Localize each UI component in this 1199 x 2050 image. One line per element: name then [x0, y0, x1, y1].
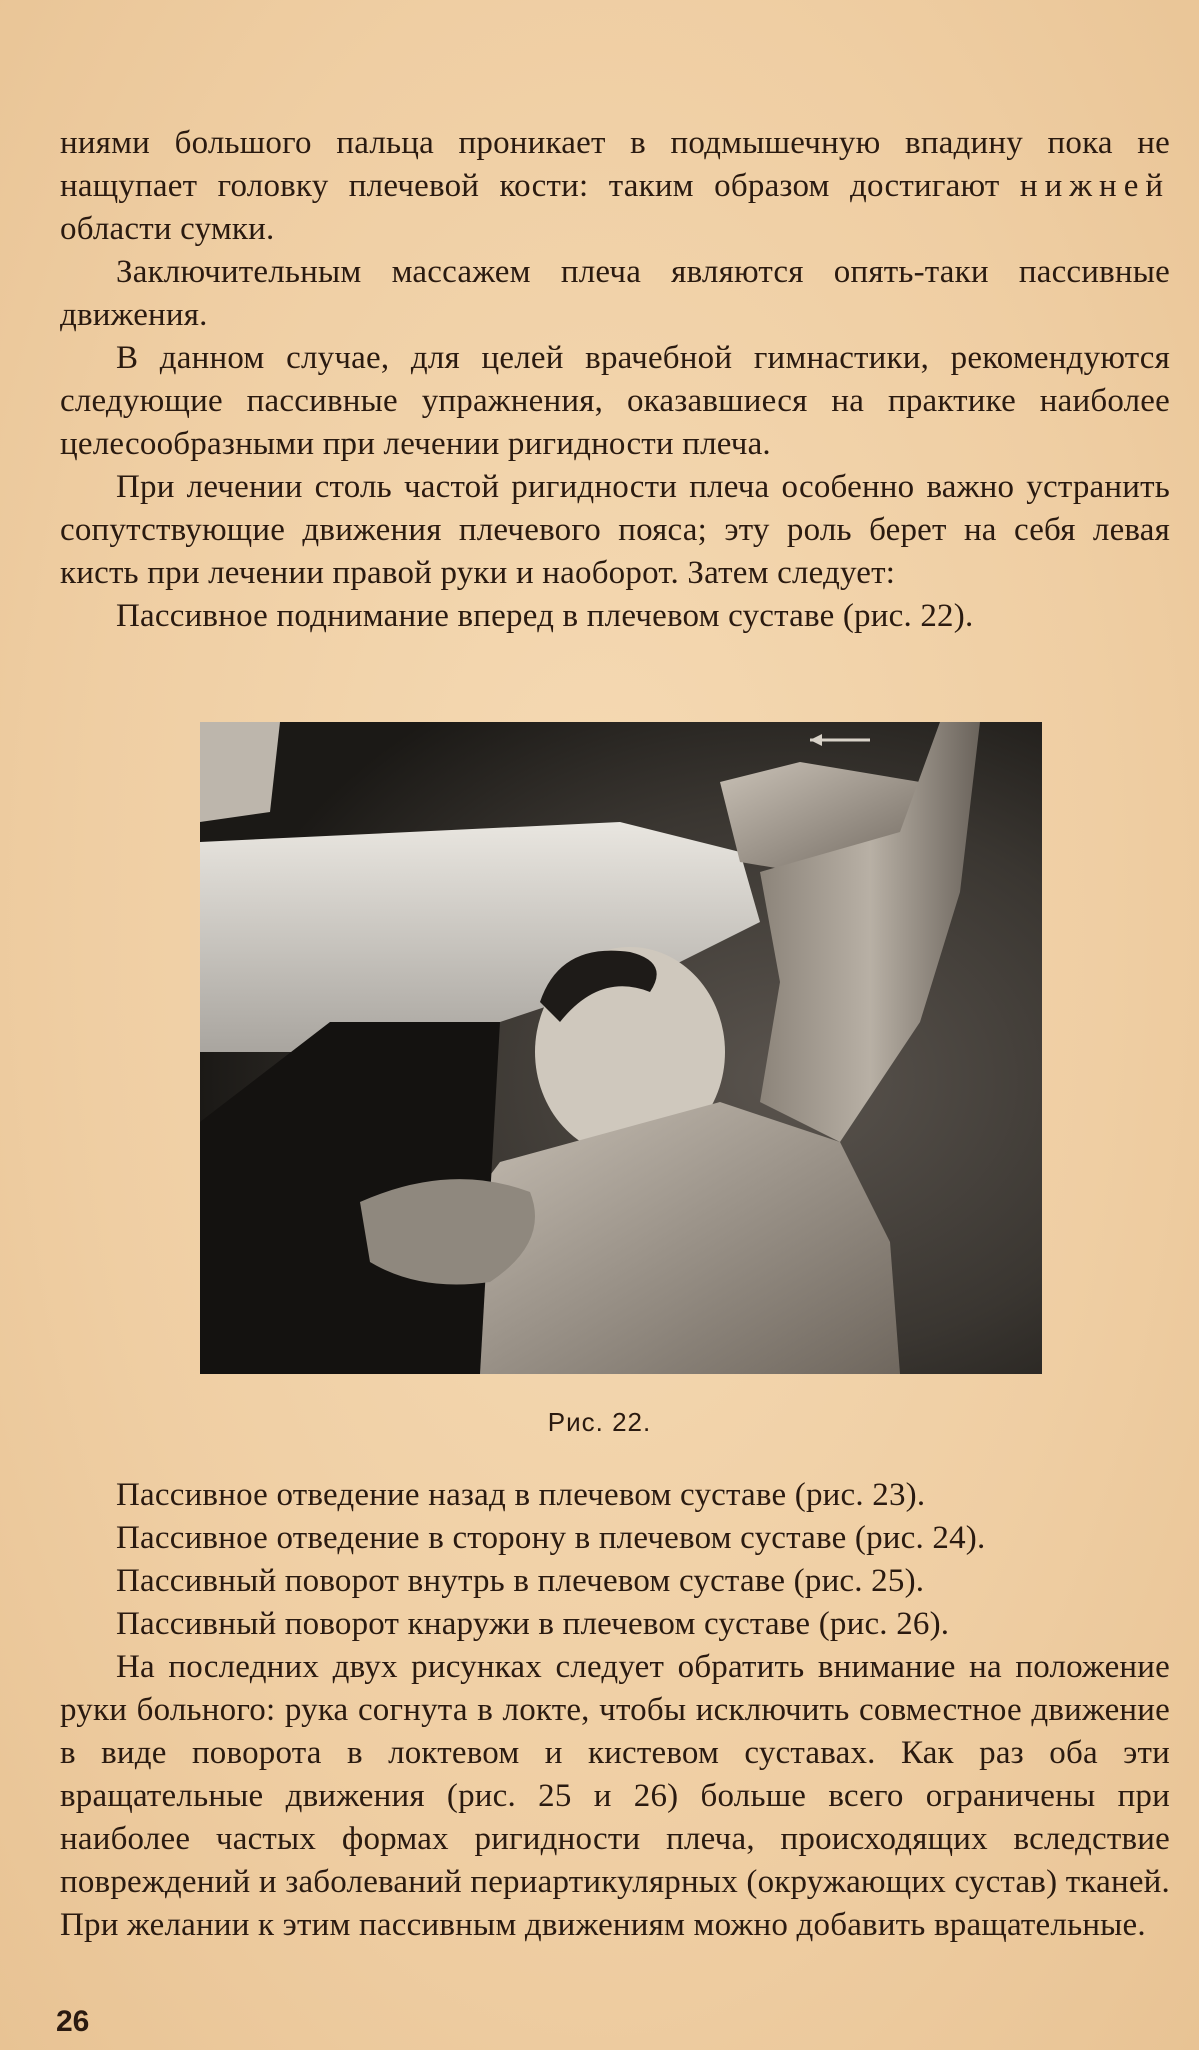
paragraph-5: Пассивное поднимание вперед в плечевом суставе (рис. 22).: [116, 598, 974, 634]
therapist-face: [200, 722, 280, 822]
figure-caption: Рис. 22.: [547, 1407, 652, 1437]
paragraph-2: Заключительным массажем плеча являются опять-таки пассивные движения.: [60, 254, 1170, 333]
figure-photo: [200, 722, 1042, 1374]
paragraph-7: Пассивное отведение в сторону в плечевом суставе (рис. 24).: [116, 1520, 986, 1556]
paragraph-8: Пассивный поворот внутрь в плечевом суставе (рис. 25).: [116, 1563, 925, 1599]
paragraph-6: Пассивное отведение назад в плечевом суставе (рис. 23).: [116, 1477, 926, 1513]
top-text-block: [60, 122, 1170, 638]
paragraph-3: В данном случае, для целей врачебной гимнастики, рекомендуются следующие пассивные упражнения, оказавшиеся на практике наиболее целесообразными при лечении ригидности плеча.: [60, 340, 1170, 462]
paragraph-4: При лечении столь частой ригидности плеча особенно важно устранить сопутствующие движения плечевого пояса; эту роль берет на себя левая кисть при лечении правой руки и наоборот. Затем следует:: [60, 469, 1170, 591]
paragraph-1-text: ниями большого пальца проникает в подмышечную впадину пока не нащупает головку плечевой кости: таким образом достигают: [60, 125, 1170, 204]
paragraph-9: Пассивный поворот кнаружи в плечевом суставе (рис. 26).: [116, 1606, 950, 1642]
emphasized-word: нижней: [1019, 168, 1171, 204]
photo-illustration: [200, 722, 1042, 1374]
bottom-text-block: [60, 1474, 1170, 1947]
paragraph-10: На последних двух рисунках следует обратить внимание на положение руки больного: рука согнута в локте, чтобы исключить совместное движение в виде поворота в локтевом и кистевом суставах. Как раз оба эти вращательные движения (рис. 25 и 26) больше всего ограничены при наиболее частых формах ригидности плеча, происходящих вследствие повреждений и заболеваний периартикулярных (окружающих сустав) тканей. При желании к этим пассивным движениям можно добавить вращательные.: [60, 1649, 1170, 1943]
page-number: 26: [56, 2005, 90, 2038]
paragraph-1: [60, 122, 1170, 251]
paragraph-1-tail: области сумки.: [60, 211, 275, 247]
